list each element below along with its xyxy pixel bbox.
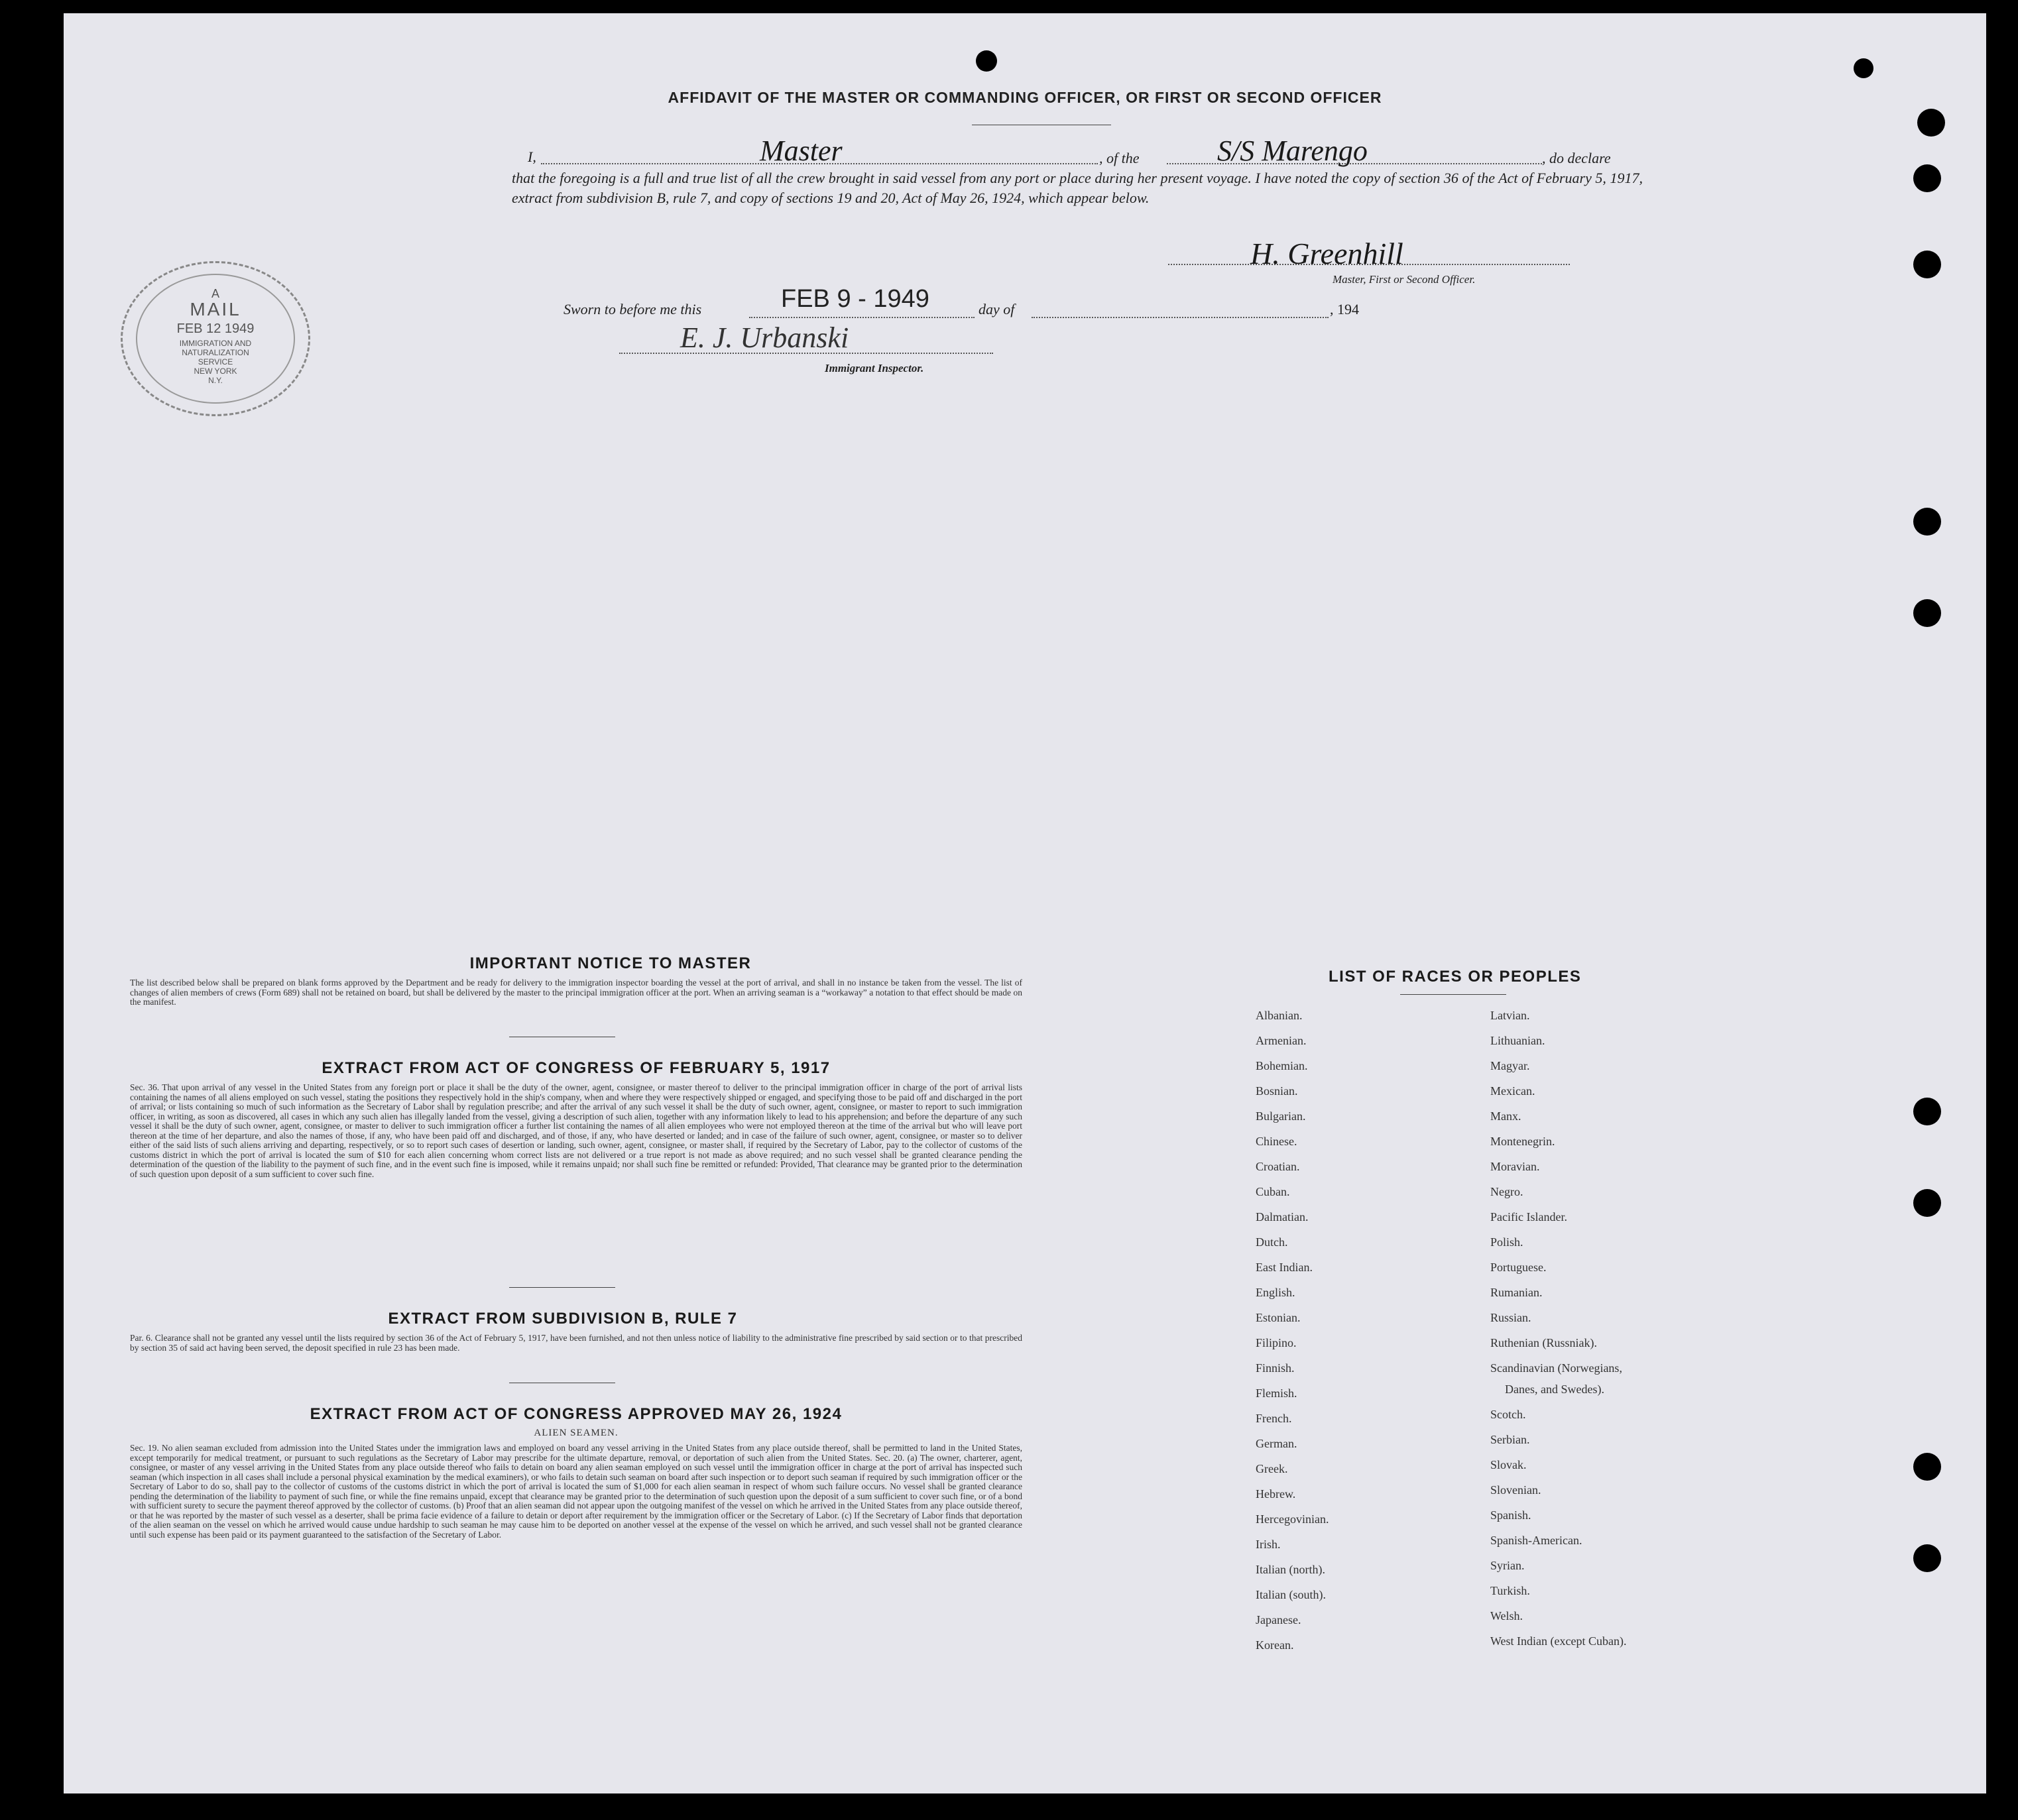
race-item: Welsh. xyxy=(1490,1609,1523,1622)
race-item: Irish. xyxy=(1256,1538,1281,1551)
race-item: Filipino. xyxy=(1256,1336,1297,1349)
punch-hole xyxy=(1854,58,1873,78)
race-item: Italian (south). xyxy=(1256,1588,1326,1601)
i-label: I, xyxy=(528,148,536,165)
race-item: Croatian. xyxy=(1256,1160,1300,1173)
race-item: Scandinavian (Norwegians, xyxy=(1490,1361,1622,1375)
race-item: Armenian. xyxy=(1256,1034,1307,1047)
race-item: Pacific Islander. xyxy=(1490,1210,1567,1223)
race-item: Rumanian. xyxy=(1490,1286,1543,1299)
race-item: Chinese. xyxy=(1256,1135,1297,1148)
race-item: Bosnian. xyxy=(1256,1084,1298,1098)
stamp-text: MAIL xyxy=(190,299,241,319)
race-item: Italian (north). xyxy=(1256,1563,1325,1576)
stamp-text: IMMIGRATION AND xyxy=(179,339,252,348)
race-item: Greek. xyxy=(1256,1462,1288,1475)
sworn-date-line xyxy=(749,317,975,318)
punch-hole xyxy=(1913,251,1941,278)
do-declare-label: , do declare xyxy=(1542,150,1611,166)
race-item: Hebrew. xyxy=(1256,1487,1296,1501)
race-item: Manx. xyxy=(1490,1109,1521,1123)
race-item: Latvian. xyxy=(1490,1009,1530,1022)
extract-1924-text: Sec. 19. No alien seaman excluded from admission into the United States under the immigration laws and employed on board any vessel arriving in the United States from any place outside thereof, shall be permitted to land in the United States, except temporarily for medical treatment, or pursuant to such regulations as the Secretary of Labor may prescribe for the ultimate departure, removal, or deportation of such alien from the United States. Sec. 20. (a) The owner, charterer, agent, consignee, or master of any vessel arriving in the United States from any place outside thereof who fails to detain on board any alien seaman employed on such vessel until the immigration officer in charge at the port of arrival has inspected such seaman (which inspection in all cases shall include a personal physical examination by the medical examiners), or who fails to detain such seaman on board after such inspection or to deport such seaman if required by such immigration officer or the Secretary of Labor to do so, shall pay to the collector of customs of the customs district in which the port of arrival is located the sum of $1,000 for each alien seaman in respect of whom such failure occurs. No vessel shall be granted clearance pending the determination of the liability to payment of such fine, or while the fine remains unpaid, except that clearance may be granted prior to the determination of such question upon the deposit of a sum sufficient to cover such fine, or of a bond with sufficient surety to secure the payment thereof approved by the collector of customs. (b) Proof that an alien seaman did not appear upon the outgoing manifest of the vessel on which he arrived in the United States from any place outside thereof, or that he was reported by the master of such vessel as a deserter, shall be prima facie evidence of a failure to detain or deport after requirement by the immigration officer or the Secretary of Labor. (c) If the Secretary of Labor finds that deportation of the alien seaman on the vessel on which he arrived would cause undue hardship to such seaman he may cause him to be deported on another vessel at the expense of the vessel on which he arrived, and such vessel shall not be granted clearance until such expense has been paid or its payment guaranteed to the satisfaction of the Secretary of Labor. xyxy=(130,1443,1022,1540)
stamp-date: FEB 12 1949 xyxy=(176,321,255,336)
race-item: German. xyxy=(1256,1437,1297,1450)
race-item: Dutch. xyxy=(1256,1235,1288,1249)
day-of-label: day of xyxy=(979,301,1015,317)
race-item: Negro. xyxy=(1490,1185,1523,1198)
vessel-handwriting: S/S Marengo xyxy=(1217,135,1368,167)
stamp-text: SERVICE xyxy=(198,357,233,367)
race-item: Danes, and Swedes). xyxy=(1505,1383,1604,1396)
race-item: Cuban. xyxy=(1256,1185,1290,1198)
sworn-label: Sworn to before me this xyxy=(564,301,702,317)
race-item: Hercegovinian. xyxy=(1256,1512,1329,1526)
punch-hole xyxy=(1913,508,1941,536)
year-label: , 194 xyxy=(1330,301,1359,317)
race-item: Portuguese. xyxy=(1490,1261,1547,1274)
race-item: Estonian. xyxy=(1256,1311,1301,1324)
race-item: Bohemian. xyxy=(1256,1059,1308,1072)
race-item: Albanian. xyxy=(1256,1009,1303,1022)
punch-hole xyxy=(1913,1453,1941,1481)
stamp-text: NATURALIZATION xyxy=(182,348,249,357)
signature-caption: Master, First or Second Officer. xyxy=(1333,273,1476,286)
race-item: Spanish-American. xyxy=(1490,1534,1582,1547)
stamp-text: NEW YORK xyxy=(194,367,237,376)
punch-hole xyxy=(976,50,997,72)
extract-1924-title: EXTRACT FROM ACT OF CONGRESS APPROVED MAY 26, 1924 xyxy=(310,1405,843,1423)
punch-hole xyxy=(1913,1189,1941,1217)
punch-hole xyxy=(1913,599,1941,627)
punch-hole xyxy=(1913,164,1941,192)
inspector-signature: E. J. Urbanski xyxy=(680,321,849,354)
race-item: Slovenian. xyxy=(1490,1483,1541,1497)
race-item: Lithuanian. xyxy=(1490,1034,1545,1047)
affidavit-title: AFFIDAVIT OF THE MASTER OR COMMANDING OFFICER, OR FIRST OR SECOND OFFICER xyxy=(668,89,1382,106)
race-item: Spanish. xyxy=(1490,1508,1531,1522)
divider xyxy=(1400,994,1506,995)
race-item: Korean. xyxy=(1256,1638,1294,1652)
race-item: Dalmatian. xyxy=(1256,1210,1309,1223)
race-item: Russian. xyxy=(1490,1311,1531,1324)
race-item: Flemish. xyxy=(1256,1387,1297,1400)
of-the-label: , of the xyxy=(1099,150,1140,166)
punch-hole xyxy=(1913,1544,1941,1572)
master-signature: H. Greenhill xyxy=(1250,237,1403,270)
extract-1917-title: EXTRACT FROM ACT OF CONGRESS OF FEBRUARY 5, 1917 xyxy=(322,1059,831,1077)
race-item: West Indian (except Cuban). xyxy=(1490,1634,1627,1648)
extract-1924-subtitle: ALIEN SEAMEN. xyxy=(534,1428,619,1438)
race-item: Bulgarian. xyxy=(1256,1109,1306,1123)
inspector-caption: Immigrant Inspector. xyxy=(825,362,924,374)
race-item: Polish. xyxy=(1490,1235,1523,1249)
race-item: Finnish. xyxy=(1256,1361,1295,1375)
race-item: French. xyxy=(1256,1412,1292,1425)
extract-rule7-title: EXTRACT FROM SUBDIVISION B, RULE 7 xyxy=(388,1310,738,1328)
punch-hole xyxy=(1917,109,1945,137)
race-item: Moravian. xyxy=(1490,1160,1540,1173)
mail-stamp xyxy=(121,261,310,416)
declaration-text: that the foregoing is a full and true list of all the crew brought in said vessel from any port or place during her present voyage. I have noted the copy of section 36 of the Act of February 5, 1917, extract from subdivision B, rule 7, and copy of sections 19 and 20, Act of May 26, 1924, which appear below. xyxy=(512,170,1643,206)
month-line xyxy=(1032,317,1329,318)
master-handwriting: Master xyxy=(760,135,843,167)
races-title: LIST OF RACES OR PEOPLES xyxy=(1329,968,1582,986)
race-item: English. xyxy=(1256,1286,1295,1299)
divider xyxy=(509,1287,615,1288)
race-item: Japanese. xyxy=(1256,1613,1301,1626)
notice-text: The list described below shall be prepared on blank forms approved by the Department and be ready for delivery to the immigration inspector boarding the vessel at the port of arrival, and shall in no instance be taken from the vessel. The list of changes of alien members of crews (Form 689) shall not be retained on board, but shall be delivered by the master to the principal immigration officer at the port. When an arriving seaman is a “workaway” a notation to that effect should be made on the manifest. xyxy=(130,978,1022,1007)
notice-title: IMPORTANT NOTICE TO MASTER xyxy=(469,954,752,972)
sworn-date-stamp: FEB 9 - 1949 xyxy=(781,285,929,313)
form-sheet xyxy=(64,13,1986,1793)
race-item: Montenegrin. xyxy=(1490,1135,1555,1148)
extract-rule7-text: Par. 6. Clearance shall not be granted any vessel until the lists required by section 36 of the Act of February 5, 1917, have been furnished, and not then unless notice of liability to the administrative fine prescribed by said section or to that prescribed by section 35 of said act having been served, the deposit specified in rule 23 has been made. xyxy=(130,1333,1022,1353)
race-item: Turkish. xyxy=(1490,1584,1530,1597)
race-item: Mexican. xyxy=(1490,1084,1535,1098)
race-item: Slovak. xyxy=(1490,1458,1527,1471)
punch-hole xyxy=(1913,1098,1941,1125)
race-item: Serbian. xyxy=(1490,1433,1530,1446)
race-item: Magyar. xyxy=(1490,1059,1530,1072)
stamp-text: A xyxy=(211,287,219,300)
race-item: Scotch. xyxy=(1490,1408,1526,1421)
stamp-text: N.Y. xyxy=(208,376,223,385)
extract-1917-text: Sec. 36. That upon arrival of any vessel in the United States from any foreign port or place it shall be the duty of the owner, agent, consignee, or master thereof to deliver to the principal immigration officer in charge of the port of arrival lists containing the names of all aliens employed on such vessel, stating the positions they respectively hold in the ship's company, when and where they were respectively shipped or engaged, and specifying those to be paid off and discharged in the port of arrival; or lists containing so much of such information as the Secretary of Labor shall by regulation prescribe; and after the arrival of any such vessel it shall be the duty of such owner, agent, consignee, or master to report to such immigration officer, in writing, as soon as discovered, all cases in which any such alien has illegally landed from the vessel, giving a description of such alien, together with any information likely to lead to his apprehension; and before the departure of any such vessel it shall be the duty of such owner, agent, consignee, or master to deliver to such immigration officer a further list containing the names of all alien employees who were not employed thereon at the time of the arrival but who will leave port thereon at the time of her departure, and also the names of those, if any, who have been paid off and discharged, and of those, if any, who have deserted or landed; and in case of the failure of such owner, agent, consignee, or master so to deliver either of the said lists of such aliens arriving and departing, respectively, or so to report such cases of desertion or landing, such owner, agent, consignee, or master shall, if required by the Secretary of Labor, pay to the collector of customs of the customs district in which the port of arrival is located the sum of $10 for each alien concerning whom correct lists are not delivered or a true report is not made as above required; and no such vessel shall be granted clearance pending the determination of the question of the liability to the payment of such fine, and in the event such fine is imposed, while it remains unpaid; nor shall such fine be remitted or refunded: Provided, That clearance may be granted prior to the determination of such question upon deposit of a sum sufficient to cover such fine. xyxy=(130,1082,1022,1179)
race-item: Syrian. xyxy=(1490,1559,1525,1572)
race-item: East Indian. xyxy=(1256,1261,1313,1274)
race-item: Ruthenian (Russniak). xyxy=(1490,1336,1597,1349)
